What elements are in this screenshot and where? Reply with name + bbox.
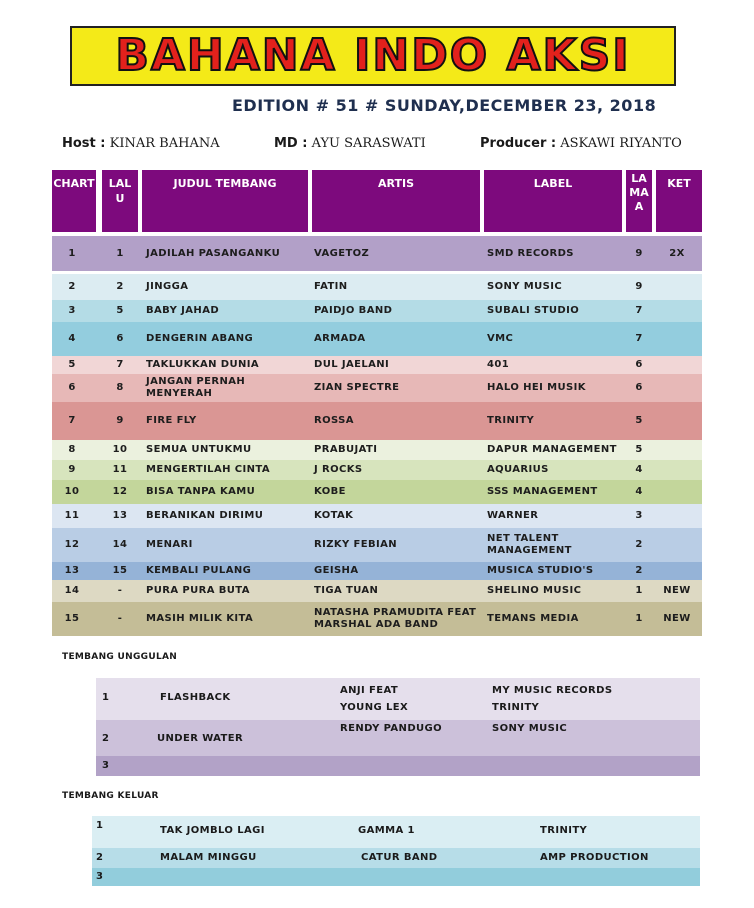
keluar-no: 3 [96, 871, 104, 882]
producer-credit [480, 136, 682, 151]
keluar-title: TEMBANG KELUAR [62, 791, 159, 801]
cell-ket [655, 322, 699, 356]
cell-lama: 5 [635, 415, 643, 426]
header-judul: JUDUL TEMBANG [142, 170, 308, 232]
unggulan-judul: FLASHBACK [160, 692, 231, 703]
table-row [52, 602, 702, 636]
unggulan-artis-line1: ANJI FEAT [340, 685, 399, 696]
header-artis: ARTIS [312, 170, 480, 232]
unggulan-row [96, 720, 700, 756]
cell-lama: 6 [635, 382, 643, 393]
keluar-row [92, 848, 700, 868]
cell-lama: 7 [635, 305, 643, 316]
edition-line: EDITION # 51 # SUNDAY,DECEMBER 23, 2018 [232, 96, 657, 115]
cell-chart: 10 [64, 486, 80, 497]
cell-chart: 1 [68, 247, 76, 259]
cell-artis: ROSSA [314, 415, 354, 426]
unggulan-row [96, 678, 700, 720]
unggulan-no: 3 [102, 760, 110, 771]
unggulan-no: 2 [102, 733, 110, 744]
cell-lalu: 1 [116, 247, 124, 259]
cell-label: SHELINO MUSIC [487, 585, 582, 596]
cell-label: WARNER [487, 510, 539, 521]
cell-ket [655, 480, 699, 504]
keluar-label: AMP PRODUCTION [540, 852, 649, 863]
table-row [52, 402, 702, 440]
cell-lalu: 8 [116, 382, 124, 393]
cell-label: TRINITY [487, 415, 535, 426]
table-row [52, 460, 702, 480]
cell-lama: 4 [635, 486, 643, 497]
header-lalu-line2: U [115, 192, 125, 205]
cell-label: SSS MANAGEMENT [487, 486, 598, 497]
cell-judul: TAKLUKKAN DUNIA [146, 359, 260, 370]
keluar-row [92, 816, 700, 848]
cell-chart: 8 [68, 444, 76, 455]
unggulan-label-line2: TRINITY [492, 702, 540, 713]
cell-lalu: 6 [116, 333, 124, 344]
cell-artis: GEISHA [314, 565, 359, 576]
table-row [52, 300, 702, 322]
cell-judul: MENGERTILAH CINTA [146, 464, 270, 475]
table-row [52, 528, 702, 562]
table-row [52, 274, 702, 300]
cell-ket [655, 460, 699, 480]
header-ket: KET [656, 170, 702, 232]
cell-artis: KOTAK [314, 510, 354, 521]
cell-ket: NEW [663, 585, 691, 596]
md-credit [274, 136, 426, 151]
cell-lalu: 12 [112, 486, 128, 497]
header-chart: CHART [52, 170, 96, 232]
cell-chart: 14 [64, 585, 80, 596]
table-row [52, 480, 702, 504]
cell-judul: BERANIKAN DIRIMU [146, 510, 264, 521]
cell-chart: 9 [68, 464, 76, 475]
cell-ket [655, 274, 699, 300]
cell-chart: 15 [64, 613, 80, 624]
cell-lalu: 5 [116, 305, 124, 316]
header-lalu-line1: LAL [108, 177, 132, 190]
cell-artis: J ROCKS [314, 464, 363, 475]
table-row [52, 440, 702, 460]
unggulan-row [96, 756, 700, 776]
cell-judul: JADILAH PASANGANKU [146, 247, 281, 259]
cell-lalu: 9 [116, 415, 124, 426]
table-row [52, 356, 702, 374]
cell-judul: JINGGA [146, 281, 189, 292]
keluar-judul: TAK JOMBLO LAGI [160, 825, 265, 836]
cell-lama: 5 [635, 444, 643, 455]
host-label: Host : [62, 136, 106, 151]
cell-ket [655, 528, 699, 562]
keluar-label: TRINITY [540, 825, 588, 836]
cell-chart: 7 [68, 415, 76, 426]
cell-lama: 2 [635, 565, 643, 576]
cell-label: TEMANS MEDIA [487, 613, 579, 624]
cell-artis: ZIAN SPECTRE [314, 382, 400, 393]
chart-title: BAHANA INDO AKSI [115, 30, 631, 81]
unggulan-label-line1: MY MUSIC RECORDS [492, 685, 613, 696]
unggulan-judul: UNDER WATER [157, 733, 244, 744]
cell-chart: 11 [64, 510, 80, 521]
cell-chart: 4 [68, 333, 76, 344]
cell-label: HALO HEI MUSIK [487, 382, 586, 393]
cell-artis: TIGA TUAN [314, 585, 379, 596]
cell-ket: 2X [669, 247, 685, 259]
table-row [52, 374, 702, 402]
cell-label: DAPUR MANAGEMENT [487, 444, 617, 455]
cell-judul: JANGAN PERNAH MENYERAH [146, 376, 246, 399]
cell-judul: KEMBALI PULANG [146, 565, 252, 576]
cell-artis: FATIN [314, 281, 348, 292]
cell-lama: 1 [635, 585, 643, 596]
cell-artis: ARMADA [314, 333, 366, 344]
cell-label: 401 [487, 359, 510, 370]
cell-lalu: - [117, 585, 123, 596]
md-name: AYU SARASWATI [311, 136, 426, 151]
cell-ket [655, 356, 699, 374]
keluar-judul: MALAM MINGGU [160, 852, 257, 863]
cell-ket [655, 504, 699, 528]
cell-lalu: - [117, 613, 123, 624]
cell-artis: RIZKY FEBIAN [314, 539, 398, 550]
header-label: LABEL [484, 170, 622, 232]
cell-lalu: 11 [112, 464, 128, 475]
header-lama-line3: A [634, 200, 644, 213]
md-label: MD : [274, 136, 308, 151]
cell-chart: 2 [68, 281, 76, 292]
cell-judul: SEMUA UNTUKMU [146, 444, 252, 455]
cell-chart: 12 [64, 539, 80, 550]
cell-chart: 3 [68, 305, 76, 316]
producer-label: Producer : [480, 136, 557, 151]
cell-label: VMC [487, 333, 514, 344]
header-lalu [102, 170, 138, 232]
keluar-artis: GAMMA 1 [358, 825, 415, 836]
cell-artis: DUL JAELANI [314, 359, 390, 370]
host-name: KINAR BAHANA [109, 136, 220, 151]
cell-label: SONY MUSIC [487, 281, 563, 292]
cell-artis: VAGETOZ [314, 247, 370, 259]
header-lama-line1: LA [631, 172, 647, 185]
keluar-no: 2 [96, 852, 104, 863]
cell-judul: BISA TANPA KAMU [146, 486, 256, 497]
unggulan-artis-line2: YOUNG LEX [340, 702, 409, 713]
producer-name: ASKAWI RIYANTO [560, 136, 682, 151]
cell-ket [655, 300, 699, 322]
table-row [52, 580, 702, 602]
cell-ket [655, 440, 699, 460]
cell-lalu: 15 [112, 565, 128, 576]
cell-lama: 1 [635, 613, 643, 624]
cell-lalu: 10 [112, 444, 128, 455]
cell-label: MUSICA STUDIO'S [487, 565, 594, 576]
unggulan-no: 1 [102, 692, 110, 703]
cell-lama: 9 [635, 281, 643, 292]
cell-label: NET TALENT MANAGEMENT [487, 533, 572, 556]
cell-lama: 6 [635, 359, 643, 370]
cell-lama: 3 [635, 510, 643, 521]
unggulan-label-line1: SONY MUSIC [492, 723, 568, 734]
table-row [52, 236, 702, 271]
cell-judul: MASIH MILIK KITA [146, 613, 254, 624]
keluar-row [92, 868, 700, 886]
cell-artis: KOBE [314, 486, 346, 497]
table-row [52, 562, 702, 580]
keluar-artis: CATUR BAND [361, 852, 438, 863]
cell-chart: 5 [68, 359, 76, 370]
host-credit [62, 136, 220, 151]
header-lama-line2: MA [629, 186, 649, 199]
table-row [52, 322, 702, 356]
cell-judul: DENGERIN ABANG [146, 333, 254, 344]
cell-chart: 13 [64, 565, 80, 576]
cell-ket [655, 402, 699, 440]
cell-label: SUBALI STUDIO [487, 305, 580, 316]
unggulan-artis-line1: RENDY PANDUGO [340, 723, 443, 734]
unggulan-title: TEMBANG UNGGULAN [62, 652, 178, 662]
title-banner [70, 26, 676, 86]
cell-lama: 2 [635, 539, 643, 550]
cell-label: AQUARIUS [487, 464, 549, 475]
keluar-no: 1 [96, 820, 104, 831]
cell-artis: NATASHA PRAMUDITA FEAT MARSHAL ADA BAND [314, 607, 477, 630]
cell-lalu: 13 [112, 510, 128, 521]
cell-lalu: 2 [116, 281, 124, 292]
cell-ket: NEW [663, 613, 691, 624]
cell-judul: MENARI [146, 539, 193, 550]
cell-judul: FIRE FLY [146, 415, 197, 426]
cell-chart: 6 [68, 382, 76, 393]
cell-lama: 9 [635, 247, 643, 259]
cell-lama: 7 [635, 333, 643, 344]
cell-lalu: 7 [116, 359, 124, 370]
table-row [52, 504, 702, 528]
cell-artis: PRABUJATI [314, 444, 378, 455]
cell-judul: BABY JAHAD [146, 305, 220, 316]
cell-lama: 4 [635, 464, 643, 475]
header-lama [626, 170, 652, 232]
cell-ket [655, 374, 699, 402]
cell-artis: PAIDJO BAND [314, 305, 393, 316]
cell-ket [655, 562, 699, 580]
cell-lalu: 14 [112, 539, 128, 550]
cell-label: SMD RECORDS [487, 247, 574, 259]
cell-judul: PURA PURA BUTA [146, 585, 250, 596]
